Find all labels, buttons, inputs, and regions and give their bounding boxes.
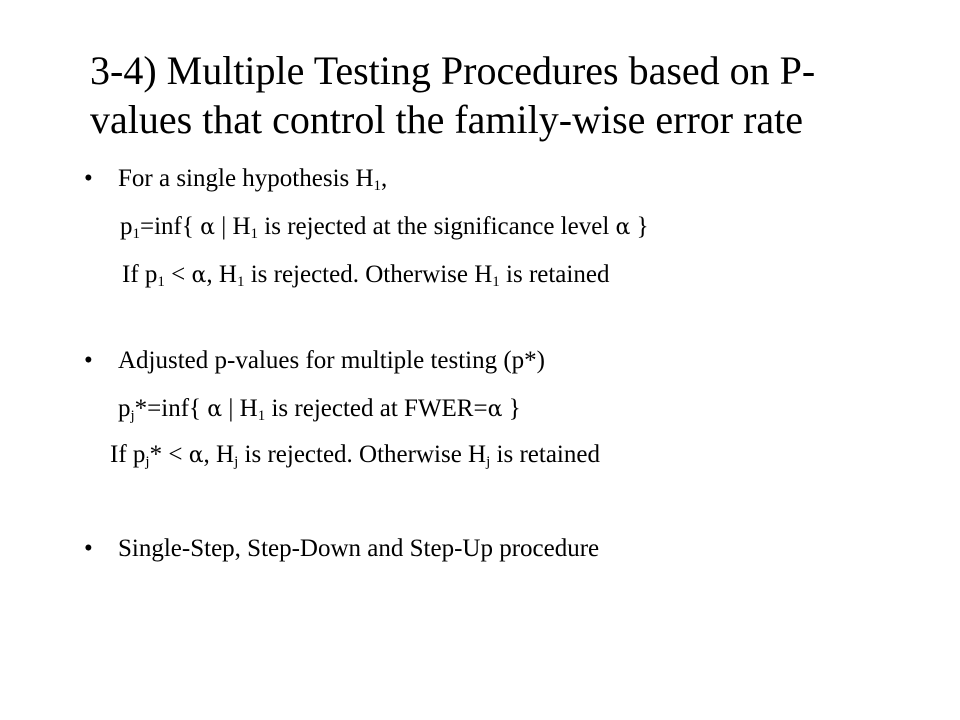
p1-decision-rule: If $p_1 < \alpha$, $H_1$ is rejected. Otherwise $H_1$ is retained (122, 261, 610, 290)
bullet-dot-3: • (84, 535, 93, 562)
bullet-dot-1: • (84, 165, 93, 192)
pj-definition: $p_j*=inf${ α | $H_1$ is rejected at FWER=α } (118, 395, 521, 424)
bullet-dot-2: • (84, 347, 93, 374)
title-line-2: values that control the family-wise error rate (90, 97, 804, 142)
single-hypothesis-heading: For a single hypothesis $H_1$, (118, 165, 388, 194)
p1-definition: $p_1=inf${ α | $H_1$ is rejected at the significance level α } (120, 213, 649, 242)
slide-title (90, 46, 890, 144)
procedures-heading: Single-Step, Step-Down and Step-Up procedure (118, 535, 600, 562)
adjusted-pvalues-heading: Adjusted p-values for multiple testing (p*) (118, 347, 546, 374)
pj-decision-rule: If $p_j* < \alpha$, $H_j$ is rejected. Otherwise $H_j$ is retained (110, 441, 600, 470)
title-line-1: 3-4) Multiple Testing Procedures based on P- (90, 48, 816, 93)
